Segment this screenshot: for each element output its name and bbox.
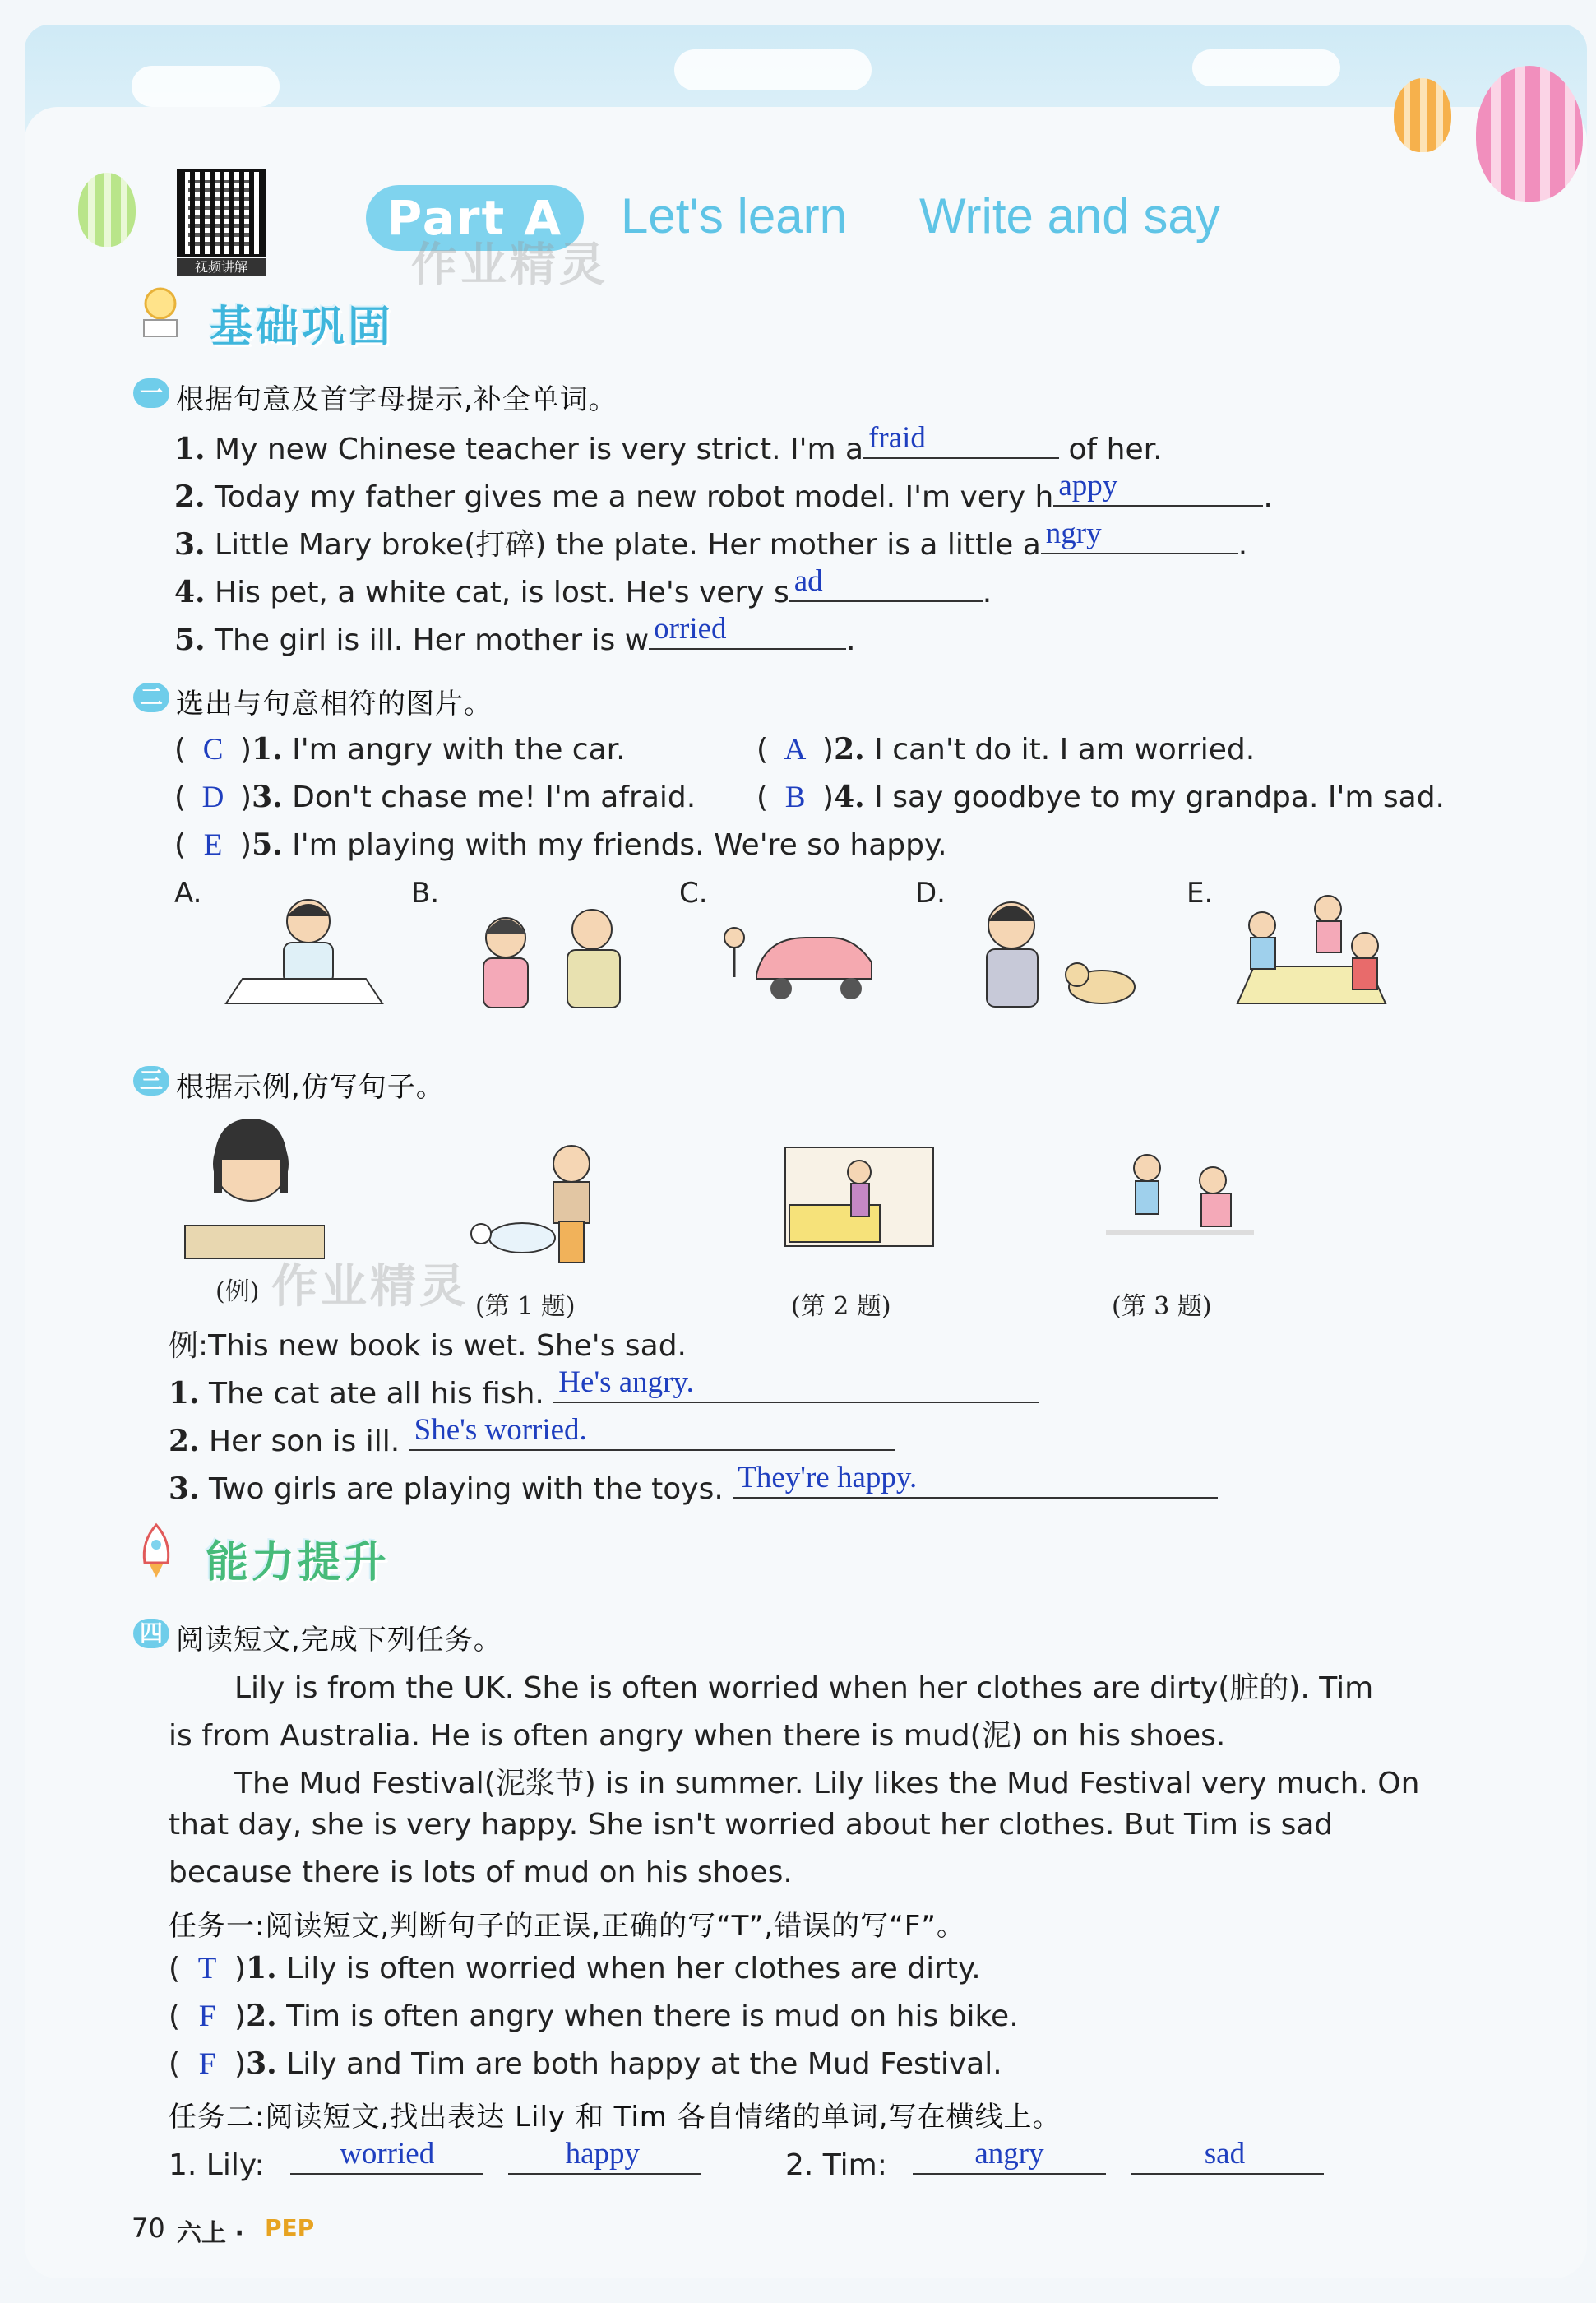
- page-number: 70: [132, 2213, 165, 2244]
- grade-label: 六上 ·: [177, 2219, 244, 2248]
- question-number-badge: 四: [133, 1619, 169, 1648]
- answer-slot[interactable]: E: [203, 828, 223, 862]
- answer-slot[interactable]: B: [784, 781, 806, 814]
- picture-label-d: D.: [915, 877, 946, 910]
- picture-label-c: C.: [679, 877, 708, 910]
- part-badge: Part A: [366, 185, 584, 251]
- answer-slot[interactable]: D: [201, 781, 224, 814]
- sick-son-picture: [777, 1139, 937, 1254]
- passage-line: because there is lots of mud on his shoes.: [169, 1856, 793, 1889]
- hot-air-balloon-icon: [1476, 66, 1583, 202]
- angry-boy-cat-picture: [456, 1139, 621, 1267]
- rocket-icon: [132, 1522, 181, 1579]
- answer-blank[interactable]: appy: [1053, 474, 1263, 507]
- match-item-4: ( B )4. I say goodbye to my grandpa. I'm sad.: [756, 780, 1445, 814]
- answer-blank[interactable]: She's worried.: [409, 1418, 895, 1451]
- edition-label: PEP: [265, 2214, 315, 2241]
- match-item-3: ( D )3. Don't chase me! I'm afraid.: [174, 780, 696, 814]
- judge-item-3: ( F )3. Lily and Tim are both happy at the Mud Festival.: [169, 2046, 1002, 2081]
- write-and-say-heading: Write and say: [919, 188, 1220, 243]
- answer-slot[interactable]: T: [197, 1952, 217, 1986]
- answer-blank[interactable]: He's angry.: [553, 1370, 1039, 1403]
- match-item-5: ( E )5. I'm playing with my friends. We're so happy.: [174, 827, 947, 862]
- question-title: 阅读短文,完成下列任务。: [176, 1624, 502, 1657]
- caption-q2: (第 2 题): [791, 1292, 891, 1321]
- task2-title: 任务二:阅读短文,找出表达 Lily 和 Tim 各自情绪的单词,写在横线上。: [169, 2101, 1062, 2134]
- fill-item-2: 2. Today my father gives me a new robot model. I'm very h appy .: [174, 469, 1273, 514]
- question-number-badge: 一: [133, 378, 169, 408]
- fill-item-5: 5. The girl is ill. Her mother is w orried .: [174, 612, 856, 657]
- cloud-decoration: [132, 66, 280, 107]
- hot-air-balloon-icon: [78, 173, 136, 247]
- happy-friends-picture: [1229, 888, 1394, 1028]
- match-item-1: ( C )1. I'm angry with the car.: [174, 732, 626, 767]
- judge-item-1: ( T )1. Lily is often worried when her clothes are dirty.: [169, 1951, 981, 1986]
- emotion-row-tim: 2. Tim: angry sad: [785, 2142, 1324, 2182]
- watermark: 作业精灵: [411, 239, 608, 292]
- answer-blank[interactable]: sad: [1131, 2142, 1324, 2175]
- answer-slot[interactable]: F: [198, 1999, 216, 2033]
- answer-blank[interactable]: ad: [789, 569, 983, 602]
- example-girl-book-picture: [169, 1119, 325, 1267]
- girls-playing-picture: [1098, 1147, 1262, 1246]
- answer-slot[interactable]: A: [784, 733, 807, 767]
- angry-car-picture: [719, 913, 884, 1003]
- question-number-badge: 三: [133, 1066, 169, 1096]
- answer-slot[interactable]: C: [202, 733, 224, 767]
- passage-line: that day, she is very happy. She isn't worried about her clothes. But Tim is sad: [169, 1808, 1334, 1842]
- answer-blank[interactable]: orried: [649, 617, 846, 650]
- lets-learn-heading: Let's learn: [621, 188, 847, 243]
- fill-item-4: 4. His pet, a white cat, is lost. He's very s ad .: [174, 564, 992, 609]
- question-number-badge: 二: [133, 683, 169, 712]
- answer-blank[interactable]: fraid: [863, 426, 1059, 459]
- lightbulb-book-icon: [136, 284, 185, 341]
- answer-blank[interactable]: angry: [913, 2142, 1106, 2175]
- hot-air-balloon-icon: [1394, 78, 1451, 152]
- question-title: 选出与句意相符的图片。: [176, 688, 493, 721]
- task1-title: 任务一:阅读短文,判断句子的正误,正确的写“T”,错误的写“F”。: [169, 1910, 965, 1943]
- passage-line: Lily is from the UK. She is often worried when her clothes are dirty(脏的). Tim: [234, 1671, 1374, 1705]
- picture-label-e: E.: [1187, 877, 1214, 910]
- judge-item-2: ( F )2. Tim is often angry when there is mud on his bike.: [169, 1999, 1019, 2033]
- rewrite-item-2: 2. Her son is ill. She's worried.: [169, 1418, 895, 1458]
- worried-boy-picture: [218, 888, 391, 1012]
- passage-line: is from Australia. He is often angry when there is mud(泥) on his shoes.: [169, 1719, 1226, 1753]
- rewrite-item-1: 1. The cat ate all his fish. He's angry.: [169, 1370, 1039, 1411]
- rewrite-item-3: 3. Two girls are playing with the toys. They're happy.: [169, 1466, 1218, 1506]
- cloud-decoration: [1192, 49, 1340, 86]
- section-title-basic: 基础巩固: [210, 303, 395, 352]
- answer-blank[interactable]: ngry: [1041, 521, 1238, 554]
- answer-blank[interactable]: They're happy.: [733, 1466, 1218, 1499]
- question-title: 根据示例,仿写句子。: [176, 1071, 445, 1104]
- answer-blank[interactable]: happy: [508, 2142, 701, 2175]
- answer-slot[interactable]: F: [198, 2047, 216, 2081]
- section-title-advanced: 能力提升: [206, 1538, 391, 1587]
- watermark: 作业精灵: [271, 1260, 469, 1314]
- picture-label-b: B.: [411, 877, 440, 910]
- match-item-2: ( A )2. I can't do it. I am worried.: [756, 732, 1256, 767]
- cloud-decoration: [674, 49, 872, 90]
- afraid-dog-picture: [954, 888, 1151, 1020]
- answer-blank[interactable]: worried: [290, 2142, 483, 2175]
- example-sentence: 例:This new book is wet. She's sad.: [169, 1329, 687, 1363]
- goodbye-grandpa-picture: [460, 901, 641, 1016]
- emotion-row-lily: 1. Lily: worried happy: [169, 2142, 701, 2182]
- qr-code-icon[interactable]: [177, 169, 266, 257]
- qr-label: 视频讲解: [177, 258, 266, 276]
- caption-q1: (第 1 题): [475, 1292, 576, 1321]
- caption-example: (例): [215, 1277, 260, 1306]
- question-title: 根据句意及首字母提示,补全单词。: [176, 383, 618, 416]
- fill-item-1: 1. My new Chinese teacher is very strict. I'm a fraid of her.: [174, 421, 1163, 466]
- picture-label-a: A.: [174, 877, 202, 910]
- fill-item-3: 3. Little Mary broke(打碎) the plate. Her mother is a little a ngry .: [174, 517, 1248, 562]
- passage-line: The Mud Festival(泥浆节) is in summer. Lily likes the Mud Festival very much. On: [234, 1767, 1420, 1800]
- caption-q3: (第 3 题): [1112, 1292, 1212, 1321]
